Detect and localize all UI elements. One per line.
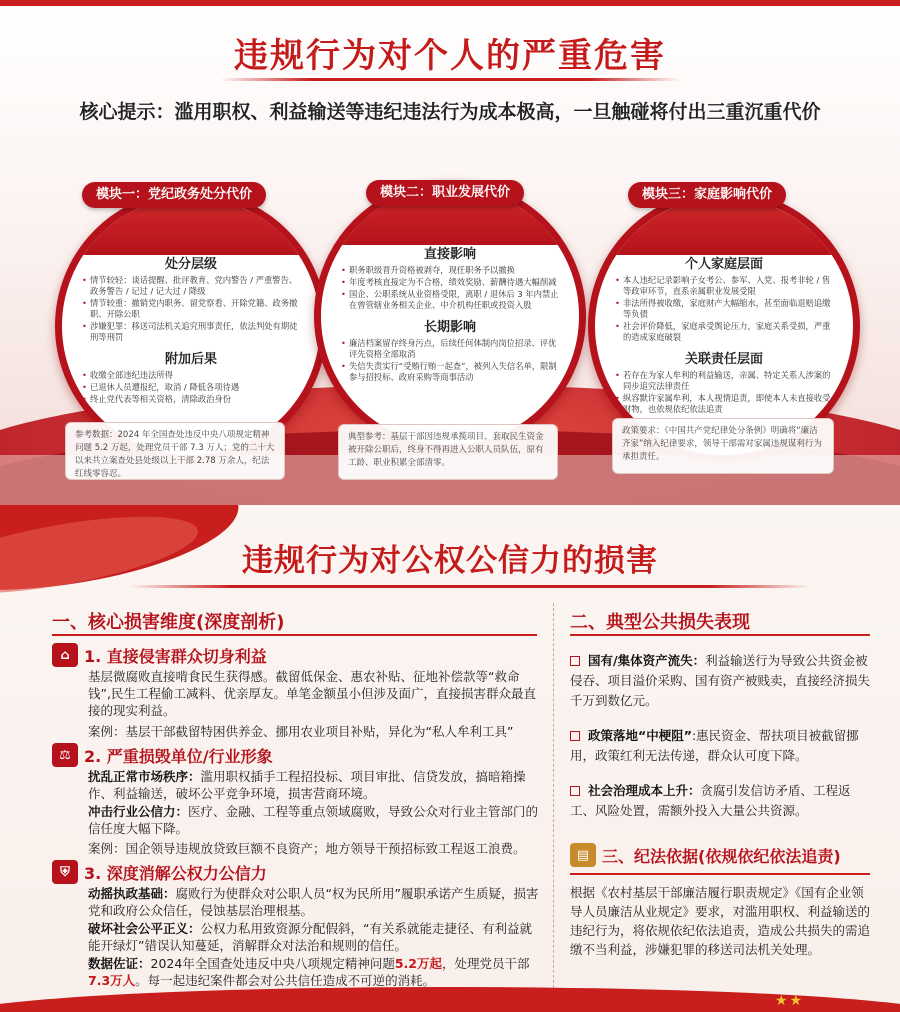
square-bullet-icon xyxy=(570,731,580,741)
module-2-content xyxy=(341,241,559,435)
list-item: • 若存在为家人牟利的利益输送，亲属、特定关系人涉案的同步追究法律责任 xyxy=(615,370,833,392)
book-icon: ▤ xyxy=(570,843,596,867)
section-title: 违规行为对公权公信力的损害 xyxy=(242,543,658,579)
module-2-list-2 xyxy=(341,338,559,383)
page-title: 违规行为对个人的严重危害 xyxy=(234,36,666,76)
law-text: 根据《农村基层干部廉洁履行职责规定》《国有企业领导人员廉洁从业规定》要求，对滥用职权、利益输送的违纪行为，将依规依纪依法追责，造成公共损失的需追缴不当利益，涉嫌犯罪的移送司法机关处理。 xyxy=(570,885,871,957)
module-3-label: 模块三：家庭影响代价 xyxy=(628,182,786,208)
square-bullet-icon xyxy=(570,786,580,796)
list-item: • 社会评价降低，家庭承受舆论压力，家庭关系受损，严重的造成家庭破裂 xyxy=(615,321,833,343)
sub-3-paragraph-b xyxy=(88,920,540,954)
loss-item-2 xyxy=(570,726,870,766)
sub-3-label-c: 数据佐证： xyxy=(88,956,151,971)
module-1-heading-1: 处分层级 xyxy=(164,257,217,272)
sub-3-data xyxy=(88,955,540,989)
sub-3-paragraph-a xyxy=(88,885,540,919)
sub-3-label-b: 破坏社会公平正义： xyxy=(88,921,201,936)
loss-item-2-label: 政策落地“中梗阻” xyxy=(588,728,692,743)
sub-2-text-b: 医疗、金融、工程等重点领域腐败，导致公众对行业主管部门的信任度大幅下降。 xyxy=(88,804,539,836)
house-money-icon: ⌂ xyxy=(52,643,78,667)
shield-hands-icon: ⛨ xyxy=(52,860,78,884)
sub-3-text-b: 公权力私用致资源分配假斜，“有关系就能走捷径、有利益就能开绿灯”错误认知蔓延，消解群众对法治和规则的信任。 xyxy=(88,921,532,953)
sub-heading-3-text: 3. 深度消解公权力公信力 xyxy=(84,863,267,883)
column-divider xyxy=(553,603,554,988)
module-3-list-2 xyxy=(615,370,833,415)
module-2-label: 模块二：职业发展代价 xyxy=(366,180,524,206)
law-heading-line xyxy=(570,873,870,875)
sub-2-case: 案例：国企领导违规放贷致巨额不良资产；地方领导干预招标致工程返工浪费。 xyxy=(88,841,526,856)
list-item: • 已退休人员遭报纪，取消 / 降低各项待遇 xyxy=(82,382,300,393)
module-1-heading-2: 附加后果 xyxy=(164,352,217,367)
sub-2-paragraph-a xyxy=(88,768,540,802)
left-heading: 一、核心损害维度(深度剖析) xyxy=(52,612,285,633)
module-2-list-1 xyxy=(341,265,559,311)
module-1-list-1 xyxy=(82,275,300,343)
module-2-heading-2: 长期影响 xyxy=(423,320,476,335)
list-item: • 收缴全部违纪违法所得 xyxy=(82,370,300,381)
module-1-note: 参考数据：2024 年全国查处违反中央八项规定精神问题 5.2 万起，处理党员干部 7.3 万人；党的二十大以来共立案查处县处级以上干部 2.78 万余人，纪法红线零容忍。 xyxy=(65,422,285,480)
loss-item-1-text: 利益输送行为导致公共资金被侵吞、项目溢价采购、国有资产被贱卖，直接经济损失千万到数亿元。 xyxy=(570,653,871,708)
sub-heading-1-text: 1. 直接侵害群众切身利益 xyxy=(84,646,267,666)
right-heading-line xyxy=(570,634,870,636)
top-section xyxy=(0,0,900,505)
cases-count: 5.2万起 xyxy=(394,956,442,971)
list-item: • 终止党代表等相关资格，清除政治身份 xyxy=(82,394,300,405)
sub-heading-1 xyxy=(52,643,267,667)
list-item: • 廉洁档案留存终身污点，后续任何体制内岗位招录、评优评先资格全部取消 xyxy=(341,338,559,360)
sub-heading-2 xyxy=(52,743,273,767)
star-decoration: ★★ xyxy=(775,993,805,1009)
module-1-content xyxy=(82,251,300,445)
sub-heading-3 xyxy=(52,860,267,884)
list-item: • 年度考核直接定为不合格，绩效奖励、薪酬待遇大幅削减 xyxy=(341,277,559,288)
module-1-label: 模块一：党纪政务处分代价 xyxy=(82,182,266,208)
loss-item-1-label: 国有/集体资产流失： xyxy=(588,653,706,668)
sub-2-label-a: 扰乱正常市场秩序： xyxy=(88,769,201,784)
loss-item-1 xyxy=(570,651,870,711)
bottom-ribbon-decoration xyxy=(0,987,900,1012)
module-2-circle xyxy=(314,180,586,452)
loss-item-2-text: :惠民资金、帮扶项目被截留挪用，政策红利无法传递，群众认可度下降。 xyxy=(570,728,859,763)
sub-heading-2-text: 2. 严重损毁单位/行业形象 xyxy=(84,746,273,766)
sub-1-case: 案例：基层干部截留特困供养金、挪用农业项目补贴，异化为“私人牟利工具” xyxy=(88,724,514,739)
section-title-underline xyxy=(130,585,810,588)
sub-3-text-a: 腐败行为使群众对公职人员“权为民所用”履职承诺产生质疑，损害党和政府公众信任，侵蚀基层治理根基。 xyxy=(88,886,539,918)
module-2-heading-1: 直接影响 xyxy=(423,247,476,262)
list-item: • 情节较重：撤销党内职务、留党察看、开除党籍、政务撤职、开除公职 xyxy=(82,298,300,320)
sub-2-label-b: 冲击行业公信力： xyxy=(88,804,189,819)
list-item: • 国企、公职系统从业资格受限，离职 / 退休后 3 年内禁止在曾管辖业务相关企业、中介机构任职或投资入股 xyxy=(341,289,559,311)
loss-item-3-label: 社会治理成本上升： xyxy=(588,783,701,798)
list-item: • 非法所得被收缴，家庭财产大幅缩水，甚至面临退赔追缴等负债 xyxy=(615,298,833,320)
module-3-heading-2: 关联责任层面 xyxy=(684,352,763,367)
module-3-list-1 xyxy=(615,275,833,343)
list-item: • 纵容默许家属牟利，本人视情追责，即使本人未直接收受财物，也依规依纪依法追责 xyxy=(615,393,833,415)
top-border xyxy=(0,0,900,6)
people-count: 7.3万人 xyxy=(88,973,136,988)
loss-item-3 xyxy=(570,781,870,821)
core-tip: 核心提示：滥用职权、利益输送等违纪违法行为成本极高，一旦触碰将付出三重沉重代价 xyxy=(79,101,821,123)
module-3-note: 政策要求：《中国共产党纪律处分条例》明确将“廉洁齐家”纳入纪律要求，领导干部需对家属违规谋利行为承担责任。 xyxy=(612,418,834,474)
list-item: • 失信失责实行“受贿行贿一起查”，被列入失信名单，限制参与招投标、政府采购等商事活动 xyxy=(341,361,559,383)
sub-2-text-a: 滥用职权插手工程招投标、项目审批、信贷发放，搞暗箱操作、利益输送，破坏公平竞争环境，损害营商环境。 xyxy=(88,769,526,801)
loss-item-3-text: 贪腐引发信访矛盾、工程返工、风险处置，需额外投入大量公共资源。 xyxy=(570,783,851,818)
law-heading xyxy=(570,843,841,867)
sub-1-paragraph: 基层微腐败直接啃食民生获得感。截留低保金、惠农补贴、征地补偿款等“救命钱”,民生工程偷工减料、优亲厚友。单笔金额虽小但涉及面广，直接损害群众最直接的现实利益。 xyxy=(88,669,536,718)
module-1-list-2 xyxy=(82,370,300,405)
sub-3-text-c1: 2024年全国查处违反中央八项规定精神问题 xyxy=(150,956,395,971)
bottom-section xyxy=(0,505,900,1012)
sub-3-text-c3: 。每一起违纪案件都会对公共信任造成不可逆的消耗。 xyxy=(135,973,436,988)
right-heading: 二、典型公共损失表现 xyxy=(570,612,750,633)
list-item: • 职务职级晋升资格被剥夺，现任职务予以撤换 xyxy=(341,265,559,276)
module-3-content xyxy=(615,251,833,445)
module-3-heading-1: 个人家庭层面 xyxy=(684,257,763,272)
square-bullet-icon xyxy=(570,656,580,666)
law-heading-text: 三、纪法依据(依规依纪依法追责) xyxy=(602,846,841,866)
sub-3-text-c2: ，处理党员干部 xyxy=(441,956,530,971)
list-item: • 涉嫌犯罪：移送司法机关追究刑事责任，依法判处有期徒刑等刑罚 xyxy=(82,321,300,343)
scales-icon: ⚖ xyxy=(52,743,78,767)
left-heading-line xyxy=(52,634,537,636)
list-item: • 情节较轻：谈话提醒、批评教育、党内警告 / 严重警告、政务警告 / 记过 / 记大过 / 降级 xyxy=(82,275,300,297)
module-2-note: 典型参考：基层干部因违规承揽项目、套取民生资金被开除公职后，终身不得再进入公职人员队伍，原有工龄、职业积累全部清零。 xyxy=(338,424,558,480)
sub-2-paragraph-b xyxy=(88,803,540,837)
list-item: • 本人违纪记录影响子女考公、参军、入党、报考非轮 / 售等政审环节，直系亲属职业发展受限 xyxy=(615,275,833,297)
sub-3-label-a: 动摇执政基础： xyxy=(88,886,176,901)
title-underline xyxy=(220,78,680,81)
